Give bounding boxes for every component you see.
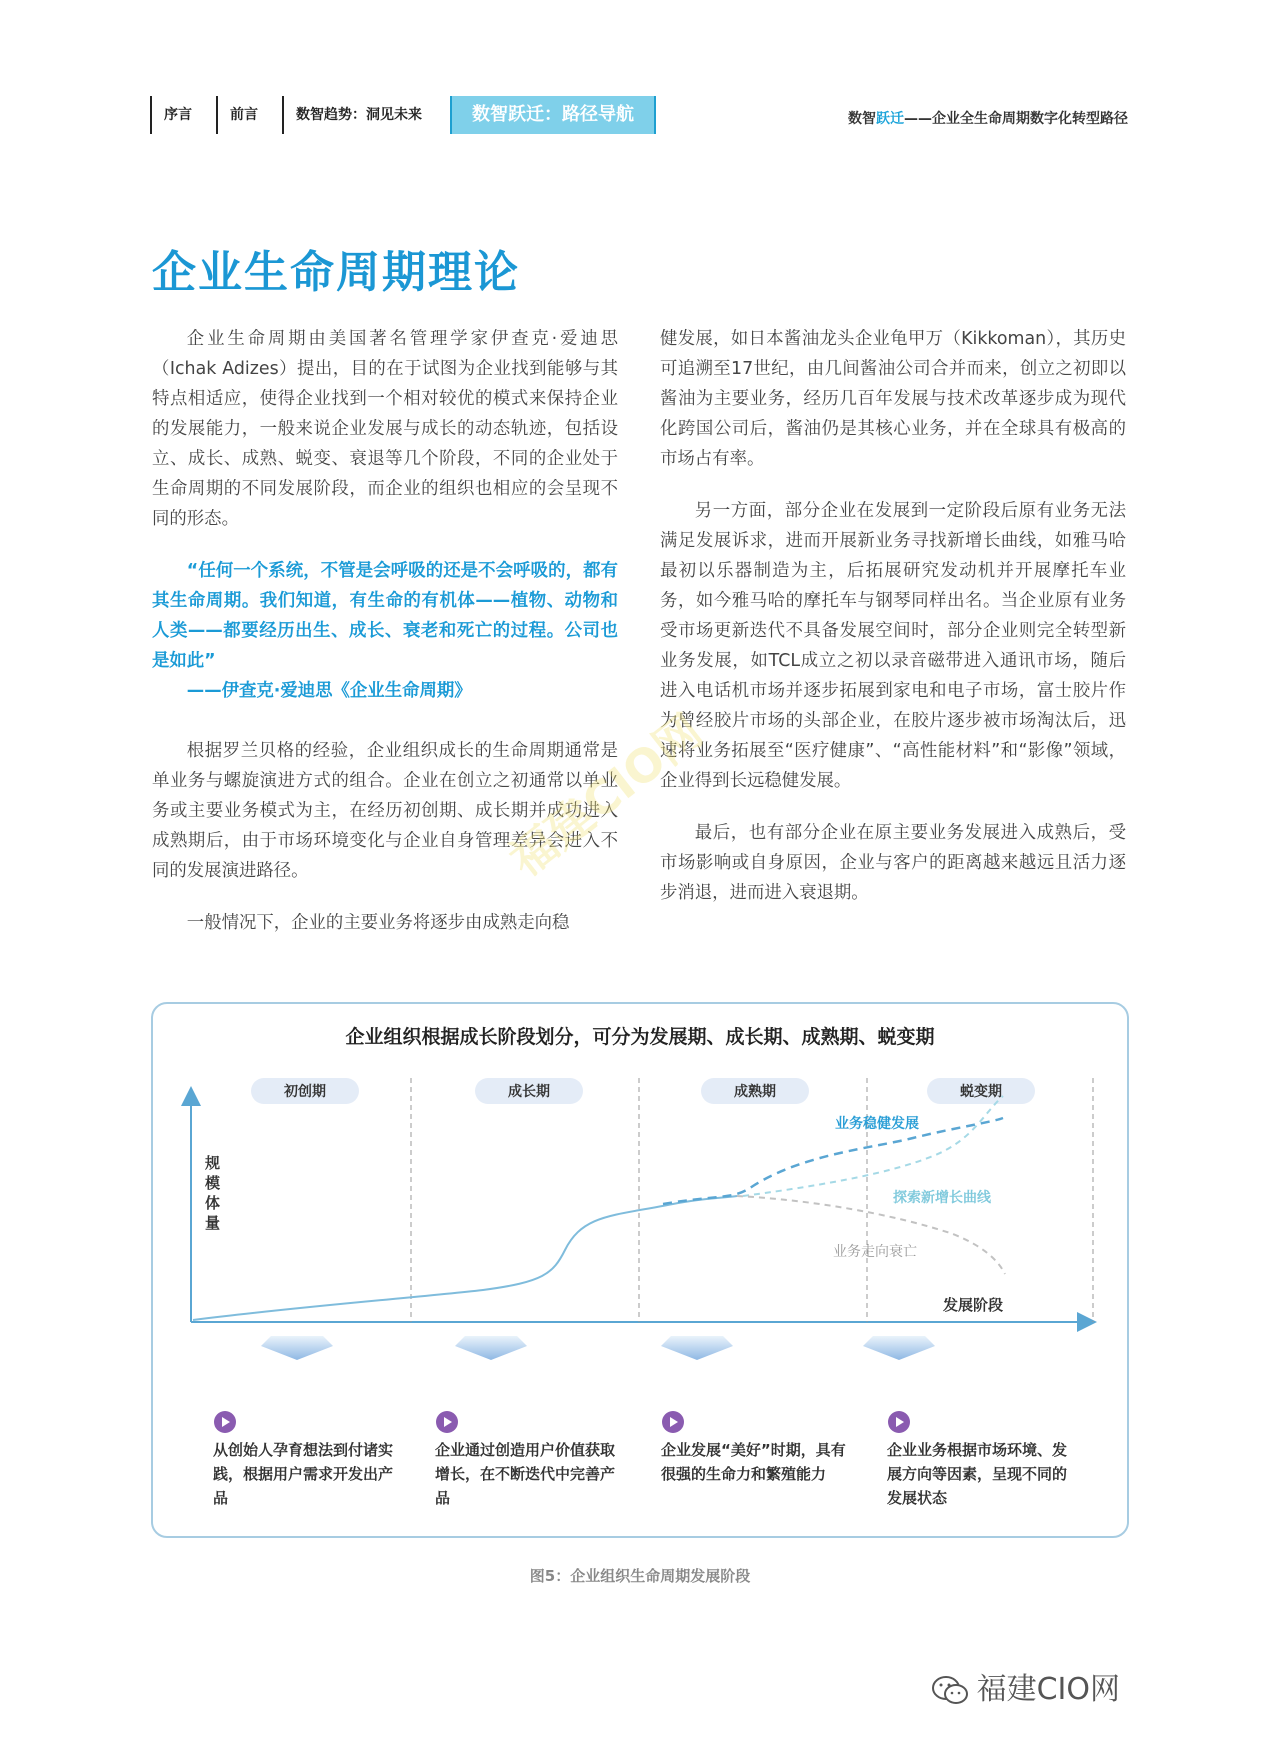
figure-title: 企业组织根据成长阶段划分，可分为发展期、成长期、成熟期、蜕变期 [345,1026,935,1048]
paragraph: 另一方面，部分企业在发展到一定阶段后原有业务无法满足发展诉求，进而开展新业务寻找新增长曲线，如雅马哈最初以乐器制造为主，后拓展研究发动机并开展摩托车业务，如今雅马哈的摩托车与钢琴同样出名。当企业原有业务受市场更新迭代不具备发展空间时，部分企业则完全转型新业务发展，如TCL成立之初以录音磁带进入通讯市场，随后进入电话机市场并逐步拓展到家电和电子市场，富士胶片作为曾经胶片市场的头部企业，在胶片逐步被市场淘汰后，迅速将业务拓展至“医疗健康”、“高性能材料”和“影像”领域，企业得到长远稳健发展。 [660,501,1126,791]
right-column [660,324,1126,908]
nav-tab-active[interactable] [450,96,656,134]
paragraph: 根据罗兰贝格的经验，企业组织成长的生命周期通常是单业务与螺旋演进方式的组合。企业在创立之初通常以单业务或主要业务模式为主，在经历初创期、成长期并成功进入成熟期后，由于市场环境变化与企业自身管理差异会进入不同的发展演进路径。 [152,741,618,881]
y-axis-label-char: 量 [205,1214,221,1232]
stage-label: 蜕变期 [960,1084,1002,1100]
stage-description: 企业业务根据市场环境、发展方向等因素，呈现不同的发展状态 [887,1441,1068,1507]
down-arrow [261,1336,333,1360]
y-axis-label-char: 规 [205,1154,221,1172]
stage-description: 企业通过创造用户价值获取增长，在不断迭代中完善产品 [435,1441,616,1507]
down-arrow [455,1336,527,1360]
play-icon [435,1410,459,1434]
curve-label-new: 探索新增长曲线 [893,1190,991,1206]
play-icon [661,1410,685,1434]
wechat-icon [931,1675,969,1707]
page-title: 企业生命周期理论 [152,247,520,298]
nav-tab-label: 序言 [164,107,192,123]
running-header-part: 数智 [848,111,876,127]
nav-tab-label: 数智趋势：洞见未来 [296,107,422,123]
figure-caption: 图5：企业组织生命周期发展阶段 [529,1567,751,1585]
paragraph: 最后，也有部分企业在原主要业务发展进入成熟后，受市场影响或自身原因，企业与客户的距离越来越远且活力逐步消退，进而进入衰退期。 [660,823,1126,903]
play-icon [213,1410,237,1434]
new-growth-curve [743,1096,1003,1196]
nav-tab-trends[interactable] [282,96,422,134]
watermark: 福建CIO网 [499,703,713,887]
stage-label: 成长期 [508,1084,550,1100]
x-axis-label: 发展阶段 [943,1296,1004,1314]
running-header-part: ——企业全生命周期数字化转型路径 [904,111,1128,127]
down-arrow [661,1336,733,1360]
paragraph: 健发展，如日本酱油龙头企业龟甲万（Kikkoman），其历史可追溯至17世纪，由几间酱油公司合并而来，创立之初即以酱油为主要业务，经历几百年发展与技术改革逐步成为现代化跨国公司后，酱油仍是其核心业务，并在全球具有极高的市场占有率。 [660,329,1126,469]
stage-label: 初创期 [284,1084,326,1100]
y-axis-label-char: 模 [205,1174,221,1192]
running-header [848,108,1128,128]
paragraph: 一般情况下，企业的主要业务将逐步由成熟走向稳 [186,913,570,933]
nav-tab-label: 数智跃迁：路径导航 [472,104,634,125]
stage-description: 从创始人孕育想法到付诸实践，根据用户需求开发出产品 [213,1441,394,1507]
footer-brand [931,1664,1120,1708]
y-axis-label [204,1154,221,1232]
curve-label-decline: 业务走向衰亡 [833,1244,917,1260]
quote: “任何一个系统，不管是会呼吸的还是不会呼吸的，都有其生命周期。我们知道，有生命的有机体——植物、动物和人类——都要经历出生、成长、衰老和死亡的过程。公司也是如此” [152,561,618,671]
stage-description: 企业发展“美好”时期，具有很强的生命力和繁殖能力 [661,1441,846,1483]
nav-tab-label: 前言 [230,107,258,123]
nav-tab-preface[interactable] [150,96,192,134]
growth-curve [193,1196,737,1320]
paragraph: 企业生命周期由美国著名管理学家伊查克·爱迪思（Ichak Adizes）提出，目的在于试图为企业找到能够与其特点相适应，使得企业找到一个相对较优的模式来保持企业的发展能力，一般来说企业发展与成长的动态轨迹，包括设立、成长、成熟、蜕变、衰退等几个阶段，不同的企业处于生命周期的不同发展阶段，而企业的组织也相应的会呈现不同的形态。 [152,329,618,529]
footer-brand-label: 福建CIO网 [976,1672,1120,1707]
quote-source: ——伊查克·爱迪思《企业生命周期》 [186,681,472,701]
y-axis-label-char: 体 [205,1194,221,1212]
curve-label-stable: 业务稳健发展 [835,1116,919,1132]
stage-label: 成熟期 [734,1084,776,1100]
decline-curve [737,1196,1005,1274]
lifecycle-figure [151,1002,1129,1538]
nav-tab-foreword[interactable] [216,96,258,134]
running-header-accent: 跃迁 [876,111,904,127]
play-icon [887,1410,911,1434]
down-arrow [863,1336,935,1360]
